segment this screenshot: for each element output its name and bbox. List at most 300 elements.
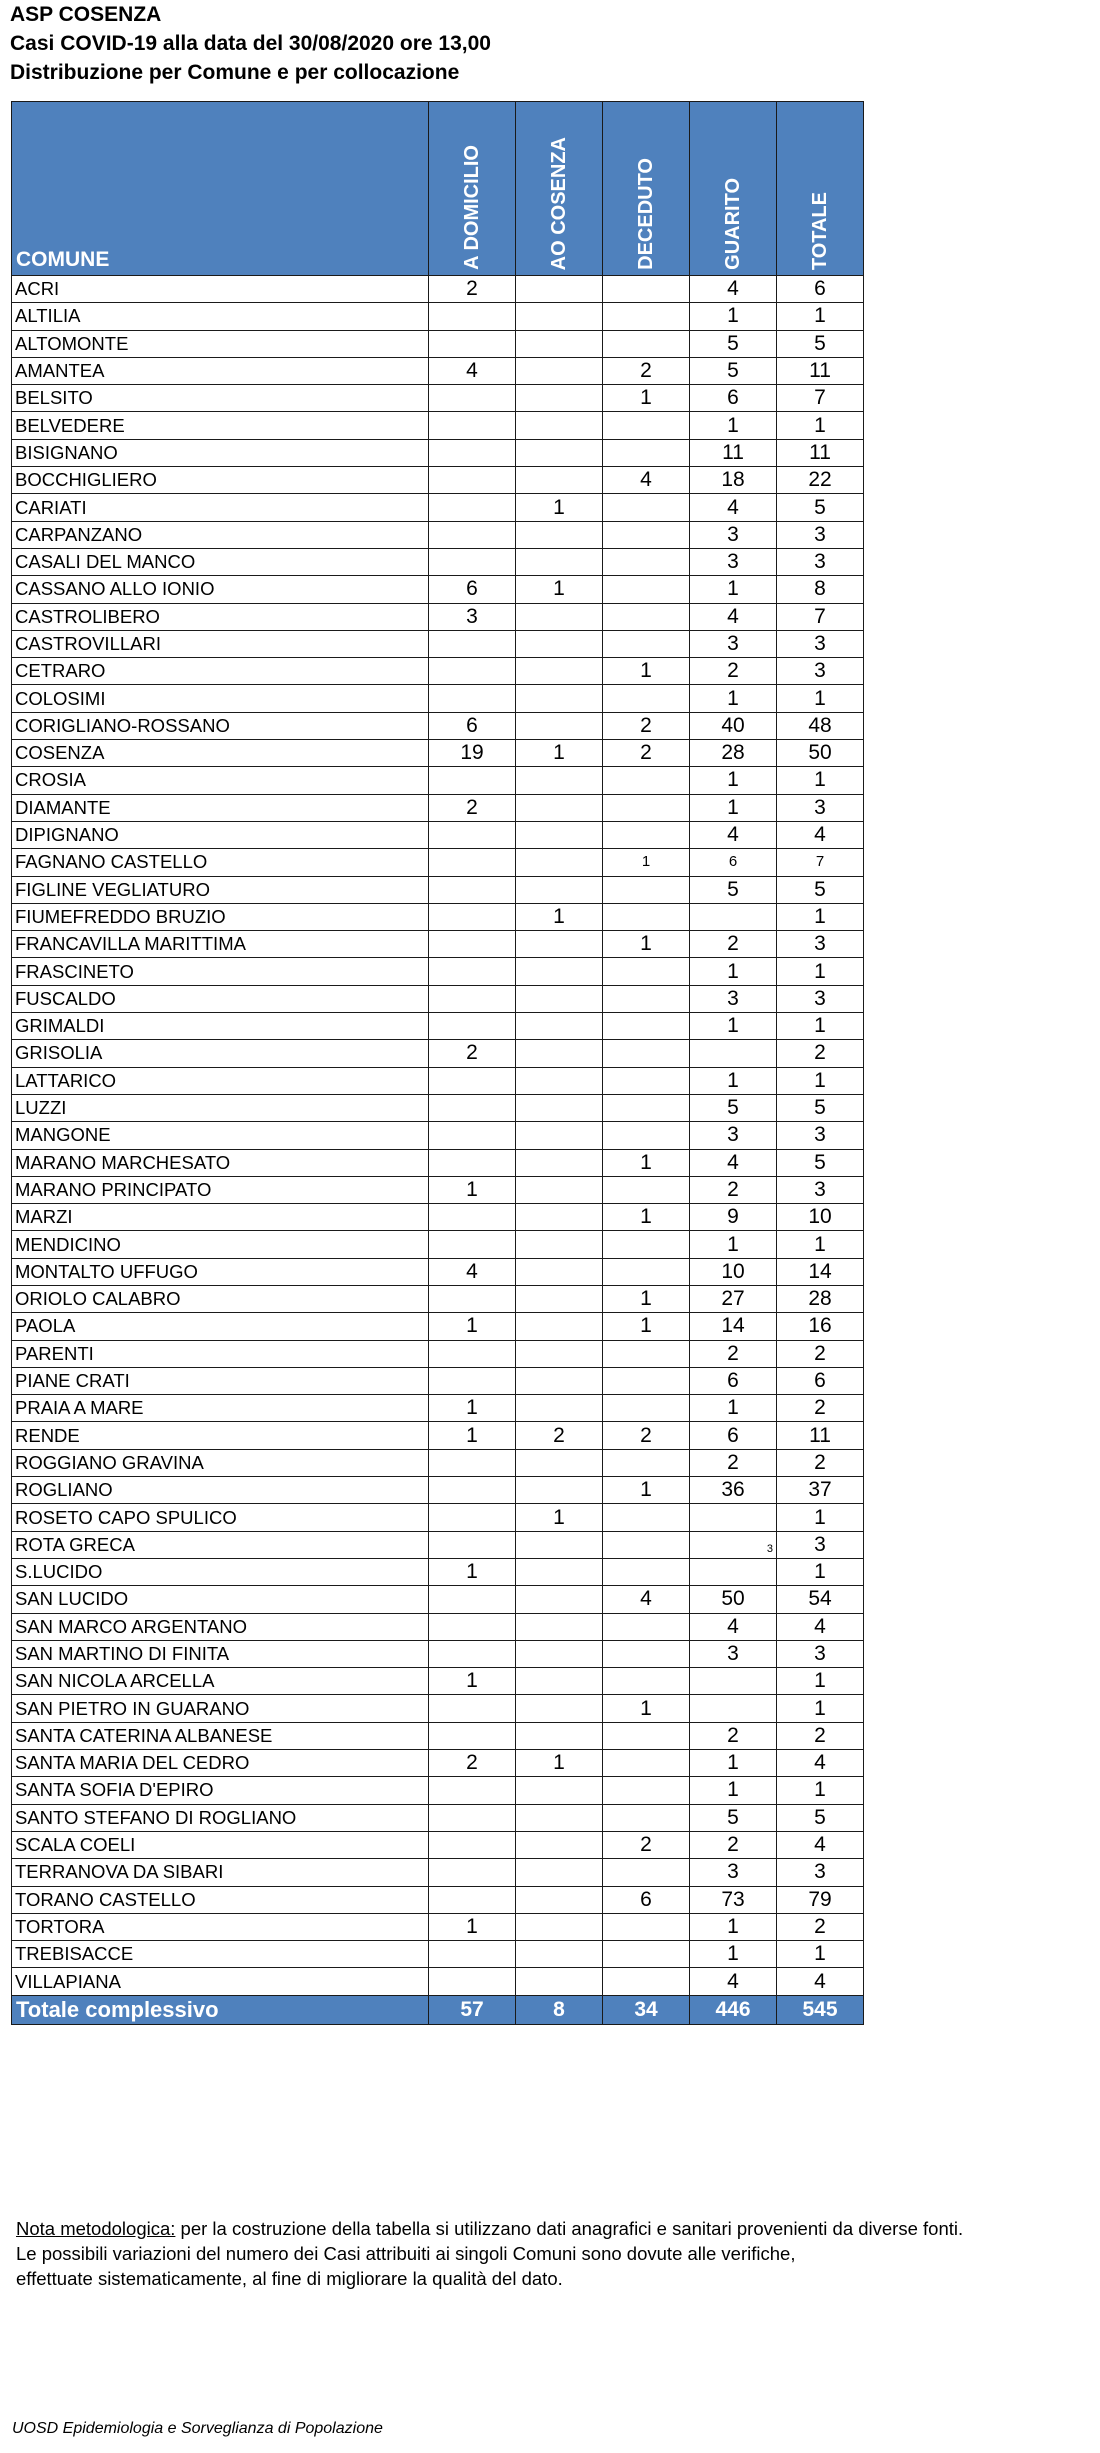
cell-ao-cosenza: 1 (516, 1504, 603, 1531)
cell-a-domicilio: 4 (429, 1258, 516, 1285)
cell-guarito: 1 (690, 958, 777, 985)
report-title: ASP COSENZA (10, 3, 162, 26)
cell-ao-cosenza (516, 1722, 603, 1749)
table-row (12, 603, 864, 630)
cell-deceduto: 2 (603, 1831, 690, 1858)
cell-ao-cosenza (516, 1176, 603, 1203)
column-header-deceduto (603, 102, 690, 276)
table-header-row (12, 102, 864, 276)
comune-name: CETRARO (12, 658, 429, 685)
cell-guarito: 1 (690, 794, 777, 821)
cell-a-domicilio: 1 (429, 1176, 516, 1203)
cell-a-domicilio: 6 (429, 576, 516, 603)
cell-deceduto (603, 1340, 690, 1367)
cell-totale: 1 (777, 303, 864, 330)
cell-a-domicilio (429, 385, 516, 412)
cell-a-domicilio (429, 467, 516, 494)
comune-name: CARIATI (12, 494, 429, 521)
cell-deceduto (603, 1722, 690, 1749)
comune-name: CASSANO ALLO IONIO (12, 576, 429, 603)
table-row (12, 1204, 864, 1231)
comune-name: SAN LUCIDO (12, 1586, 429, 1613)
cell-guarito: 1 (690, 685, 777, 712)
cell-ao-cosenza (516, 303, 603, 330)
cell-ao-cosenza (516, 985, 603, 1012)
cell-totale: 50 (777, 740, 864, 767)
cell-a-domicilio (429, 1149, 516, 1176)
cell-a-domicilio (429, 821, 516, 848)
cell-deceduto: 2 (603, 712, 690, 739)
column-header-label: AO COSENZA (547, 136, 570, 270)
cell-deceduto (603, 876, 690, 903)
cell-a-domicilio (429, 903, 516, 930)
table-row (12, 1941, 864, 1968)
cell-guarito: 1 (690, 412, 777, 439)
cell-deceduto (603, 576, 690, 603)
comune-name: ROSETO CAPO SPULICO (12, 1504, 429, 1531)
cell-guarito: 36 (690, 1477, 777, 1504)
cell-deceduto (603, 1258, 690, 1285)
cell-guarito: 5 (690, 1094, 777, 1121)
table-row (12, 1531, 864, 1558)
cell-ao-cosenza (516, 1231, 603, 1258)
cell-deceduto (603, 1067, 690, 1094)
comune-name: BELSITO (12, 385, 429, 412)
table-row (12, 1176, 864, 1203)
cell-a-domicilio: 1 (429, 1913, 516, 1940)
cell-totale: 11 (777, 357, 864, 384)
column-header-label: TOTALE (808, 191, 831, 270)
cell-totale: 3 (777, 630, 864, 657)
cell-guarito: 11 (690, 439, 777, 466)
comune-name: FIUMEFREDDO BRUZIO (12, 903, 429, 930)
cell-guarito: 1 (690, 767, 777, 794)
column-header-comune: COMUNE (12, 102, 429, 276)
cell-ao-cosenza (516, 1340, 603, 1367)
cell-ao-cosenza (516, 1204, 603, 1231)
cell-deceduto (603, 794, 690, 821)
cell-guarito: 5 (690, 876, 777, 903)
cell-ao-cosenza (516, 330, 603, 357)
cell-a-domicilio (429, 330, 516, 357)
cell-ao-cosenza (516, 712, 603, 739)
cell-totale: 4 (777, 821, 864, 848)
cell-deceduto: 1 (603, 1477, 690, 1504)
cell-ao-cosenza (516, 767, 603, 794)
cell-totale: 5 (777, 330, 864, 357)
cell-ao-cosenza (516, 1668, 603, 1695)
cell-totale: 1 (777, 1668, 864, 1695)
cell-ao-cosenza (516, 1640, 603, 1667)
cell-deceduto: 2 (603, 740, 690, 767)
cell-totale: 3 (777, 985, 864, 1012)
cell-ao-cosenza (516, 1558, 603, 1585)
comune-name: ORIOLO CALABRO (12, 1285, 429, 1312)
cell-deceduto (603, 1777, 690, 1804)
cell-ao-cosenza: 1 (516, 740, 603, 767)
table-row (12, 576, 864, 603)
comune-name: MONTALTO UFFUGO (12, 1258, 429, 1285)
cell-totale: 3 (777, 1176, 864, 1203)
cell-a-domicilio (429, 1477, 516, 1504)
table-row (12, 1149, 864, 1176)
column-header-ao-cosenza (516, 102, 603, 276)
cell-totale: 2 (777, 1395, 864, 1422)
cell-ao-cosenza (516, 1285, 603, 1312)
cell-totale: 7 (777, 603, 864, 630)
comune-name: BOCCHIGLIERO (12, 467, 429, 494)
cell-a-domicilio (429, 1285, 516, 1312)
cell-deceduto (603, 985, 690, 1012)
comune-name: CASALI DEL MANCO (12, 548, 429, 575)
cell-deceduto: 2 (603, 1422, 690, 1449)
total-guarito: 446 (690, 1995, 777, 2024)
cell-a-domicilio (429, 412, 516, 439)
table-row (12, 1750, 864, 1777)
cell-deceduto (603, 412, 690, 439)
note-line-2: Le possibili variazioni del numero dei Casi attribuiti ai singoli Comuni sono dovute alle verifiche, (16, 2243, 796, 2264)
table-row (12, 1340, 864, 1367)
cell-a-domicilio (429, 985, 516, 1012)
cell-a-domicilio (429, 1504, 516, 1531)
cell-deceduto (603, 903, 690, 930)
cell-totale: 4 (777, 1750, 864, 1777)
table-row (12, 1313, 864, 1340)
table-row (12, 1859, 864, 1886)
table-row (12, 1067, 864, 1094)
cell-a-domicilio (429, 521, 516, 548)
cell-deceduto (603, 439, 690, 466)
cell-deceduto (603, 767, 690, 794)
table-row (12, 1122, 864, 1149)
table-row (12, 357, 864, 384)
comune-name: TORANO CASTELLO (12, 1886, 429, 1913)
cell-guarito: 6 (690, 1367, 777, 1394)
cell-a-domicilio: 4 (429, 357, 516, 384)
cell-totale: 1 (777, 1558, 864, 1585)
cell-guarito: 4 (690, 821, 777, 848)
comune-name: MENDICINO (12, 1231, 429, 1258)
cell-guarito: 3 (690, 548, 777, 575)
cell-totale: 22 (777, 467, 864, 494)
comune-name: SAN NICOLA ARCELLA (12, 1668, 429, 1695)
cell-ao-cosenza (516, 521, 603, 548)
cell-guarito: 4 (690, 603, 777, 630)
comune-name: FUSCALDO (12, 985, 429, 1012)
cell-guarito: 10 (690, 1258, 777, 1285)
cell-totale: 5 (777, 1094, 864, 1121)
comune-name: TREBISACCE (12, 1941, 429, 1968)
cell-a-domicilio (429, 1367, 516, 1394)
cell-a-domicilio: 6 (429, 712, 516, 739)
cell-ao-cosenza (516, 1804, 603, 1831)
cell-guarito: 1 (690, 1067, 777, 1094)
cell-deceduto: 1 (603, 1695, 690, 1722)
comune-name: VILLAPIANA (12, 1968, 429, 1995)
cell-deceduto (603, 1367, 690, 1394)
cell-ao-cosenza (516, 1613, 603, 1640)
cases-table (11, 101, 864, 2025)
cell-totale: 2 (777, 1340, 864, 1367)
table-row (12, 385, 864, 412)
cell-a-domicilio (429, 1586, 516, 1613)
table-row (12, 821, 864, 848)
cell-totale: 5 (777, 1149, 864, 1176)
table-row (12, 1640, 864, 1667)
table-row (12, 276, 864, 303)
cell-ao-cosenza (516, 1831, 603, 1858)
cell-deceduto (603, 603, 690, 630)
cell-ao-cosenza (516, 1395, 603, 1422)
cell-guarito: 4 (690, 1149, 777, 1176)
cell-a-domicilio: 1 (429, 1313, 516, 1340)
cell-deceduto: 1 (603, 1285, 690, 1312)
cell-a-domicilio (429, 1722, 516, 1749)
cell-a-domicilio (429, 1831, 516, 1858)
cell-totale: 37 (777, 1477, 864, 1504)
cell-ao-cosenza: 1 (516, 576, 603, 603)
cell-guarito (690, 1504, 777, 1531)
table-row (12, 1231, 864, 1258)
comune-name: PIANE CRATI (12, 1367, 429, 1394)
comune-name: FRASCINETO (12, 958, 429, 985)
comune-name: COSENZA (12, 740, 429, 767)
cell-deceduto (603, 1668, 690, 1695)
cell-deceduto: 1 (603, 1149, 690, 1176)
column-header-label: DECEDUTO (634, 158, 657, 270)
cell-a-domicilio (429, 1941, 516, 1968)
cell-deceduto (603, 1750, 690, 1777)
table-row (12, 1449, 864, 1476)
table-row (12, 1477, 864, 1504)
cell-guarito: 4 (690, 1613, 777, 1640)
cell-guarito: 5 (690, 1804, 777, 1831)
cell-guarito: 4 (690, 494, 777, 521)
cell-guarito: 3 (690, 521, 777, 548)
cell-deceduto (603, 1640, 690, 1667)
cell-deceduto (603, 1804, 690, 1831)
cell-guarito: 2 (690, 1831, 777, 1858)
cell-totale: 5 (777, 494, 864, 521)
cell-deceduto: 1 (603, 931, 690, 958)
cell-totale: 2 (777, 1913, 864, 1940)
comune-name: ACRI (12, 276, 429, 303)
cell-deceduto (603, 1122, 690, 1149)
cell-a-domicilio: 2 (429, 1040, 516, 1067)
cell-ao-cosenza (516, 658, 603, 685)
cell-totale: 6 (777, 276, 864, 303)
cell-a-domicilio (429, 849, 516, 876)
total-row (12, 1995, 864, 2024)
cell-deceduto (603, 1941, 690, 1968)
comune-name: PRAIA A MARE (12, 1395, 429, 1422)
comune-name: ROTA GRECA (12, 1531, 429, 1558)
table-row (12, 849, 864, 876)
cell-guarito: 2 (690, 658, 777, 685)
cell-a-domicilio (429, 1777, 516, 1804)
cell-guarito (690, 1040, 777, 1067)
comune-name: AMANTEA (12, 357, 429, 384)
table-row (12, 1013, 864, 1040)
cell-deceduto (603, 330, 690, 357)
comune-name: LUZZI (12, 1094, 429, 1121)
cell-a-domicilio: 1 (429, 1422, 516, 1449)
cell-ao-cosenza (516, 931, 603, 958)
comune-name: LATTARICO (12, 1067, 429, 1094)
table-row (12, 521, 864, 548)
comune-name: MARANO MARCHESATO (12, 1149, 429, 1176)
cell-guarito: 2 (690, 1340, 777, 1367)
cell-guarito: 5 (690, 330, 777, 357)
table-row (12, 740, 864, 767)
comune-name: SAN MARTINO DI FINITA (12, 1640, 429, 1667)
cell-guarito: 4 (690, 1968, 777, 1995)
cell-guarito (690, 903, 777, 930)
cell-guarito: 1 (690, 1013, 777, 1040)
cell-guarito: 6 (690, 849, 777, 876)
cell-a-domicilio: 1 (429, 1558, 516, 1585)
cell-totale: 8 (777, 576, 864, 603)
cell-totale: 16 (777, 1313, 864, 1340)
cell-totale: 5 (777, 876, 864, 903)
table-row (12, 767, 864, 794)
table-row (12, 903, 864, 930)
cell-totale: 3 (777, 521, 864, 548)
cell-a-domicilio: 2 (429, 1750, 516, 1777)
cell-totale: 1 (777, 1777, 864, 1804)
table-row (12, 467, 864, 494)
cell-totale: 48 (777, 712, 864, 739)
cell-totale: 1 (777, 958, 864, 985)
cell-totale: 1 (777, 1695, 864, 1722)
cell-deceduto (603, 1504, 690, 1531)
table-row (12, 1558, 864, 1585)
cell-a-domicilio (429, 1094, 516, 1121)
cell-ao-cosenza (516, 1122, 603, 1149)
cell-deceduto (603, 1176, 690, 1203)
cell-guarito: 5 (690, 357, 777, 384)
cell-guarito: 73 (690, 1886, 777, 1913)
cell-deceduto (603, 1859, 690, 1886)
cell-guarito: 1 (690, 576, 777, 603)
comune-name: RENDE (12, 1422, 429, 1449)
cell-totale: 3 (777, 1640, 864, 1667)
column-header-a-domicilio (429, 102, 516, 276)
table-row (12, 658, 864, 685)
cell-ao-cosenza (516, 1695, 603, 1722)
cell-guarito: 6 (690, 385, 777, 412)
cell-a-domicilio: 3 (429, 603, 516, 630)
total-a-domicilio: 57 (429, 1995, 516, 2024)
cell-a-domicilio (429, 439, 516, 466)
cell-ao-cosenza (516, 1586, 603, 1613)
cell-a-domicilio (429, 1449, 516, 1476)
comune-name: SANTO STEFANO DI ROGLIANO (12, 1804, 429, 1831)
column-header-guarito (690, 102, 777, 276)
cell-guarito: 40 (690, 712, 777, 739)
cell-ao-cosenza (516, 1013, 603, 1040)
column-header-totale (777, 102, 864, 276)
cell-ao-cosenza (516, 1367, 603, 1394)
cell-ao-cosenza (516, 412, 603, 439)
table-row (12, 1804, 864, 1831)
cell-guarito: 4 (690, 276, 777, 303)
cell-a-domicilio (429, 1613, 516, 1640)
cell-a-domicilio (429, 548, 516, 575)
cell-a-domicilio (429, 303, 516, 330)
cell-ao-cosenza (516, 1040, 603, 1067)
cell-a-domicilio (429, 1886, 516, 1913)
comune-name: PAOLA (12, 1313, 429, 1340)
cell-ao-cosenza (516, 276, 603, 303)
cell-ao-cosenza (516, 467, 603, 494)
cell-totale: 2 (777, 1040, 864, 1067)
cell-totale: 4 (777, 1613, 864, 1640)
cell-deceduto: 4 (603, 1586, 690, 1613)
cell-guarito: 2 (690, 1449, 777, 1476)
cell-totale: 1 (777, 1067, 864, 1094)
cell-guarito: 3 (690, 1531, 777, 1558)
cell-a-domicilio (429, 1695, 516, 1722)
cell-deceduto (603, 494, 690, 521)
comune-name: FAGNANO CASTELLO (12, 849, 429, 876)
cell-ao-cosenza (516, 876, 603, 903)
cell-a-domicilio (429, 658, 516, 685)
cell-totale: 2 (777, 1449, 864, 1476)
cell-totale: 28 (777, 1285, 864, 1312)
cell-ao-cosenza (516, 548, 603, 575)
comune-name: CASTROVILLARI (12, 630, 429, 657)
cell-ao-cosenza (516, 794, 603, 821)
comune-name: PARENTI (12, 1340, 429, 1367)
cell-a-domicilio: 2 (429, 276, 516, 303)
table-row (12, 1258, 864, 1285)
comune-name: COLOSIMI (12, 685, 429, 712)
cell-ao-cosenza (516, 849, 603, 876)
cell-guarito: 1 (690, 303, 777, 330)
cell-guarito: 1 (690, 1777, 777, 1804)
cell-a-domicilio (429, 1122, 516, 1149)
cell-a-domicilio (429, 1013, 516, 1040)
table-row (12, 303, 864, 330)
cell-totale: 54 (777, 1586, 864, 1613)
cell-guarito: 2 (690, 1176, 777, 1203)
table-row (12, 1968, 864, 1995)
cell-ao-cosenza (516, 439, 603, 466)
cell-deceduto (603, 521, 690, 548)
cell-deceduto (603, 1913, 690, 1940)
cell-totale: 11 (777, 1422, 864, 1449)
cell-ao-cosenza (516, 603, 603, 630)
cell-totale: 3 (777, 1122, 864, 1149)
cell-guarito: 1 (690, 1913, 777, 1940)
cell-totale: 3 (777, 1859, 864, 1886)
comune-name: CASTROLIBERO (12, 603, 429, 630)
comune-name: ALTILIA (12, 303, 429, 330)
cell-a-domicilio: 2 (429, 794, 516, 821)
comune-name: SCALA COELI (12, 1831, 429, 1858)
table-row (12, 1422, 864, 1449)
cell-guarito: 3 (690, 1640, 777, 1667)
comune-name: CARPANZANO (12, 521, 429, 548)
cell-deceduto (603, 1231, 690, 1258)
cell-guarito: 1 (690, 1231, 777, 1258)
comune-name: TERRANOVA DA SIBARI (12, 1859, 429, 1886)
cell-a-domicilio (429, 1640, 516, 1667)
table-row (12, 1504, 864, 1531)
cell-ao-cosenza (516, 1941, 603, 1968)
table-row (12, 794, 864, 821)
